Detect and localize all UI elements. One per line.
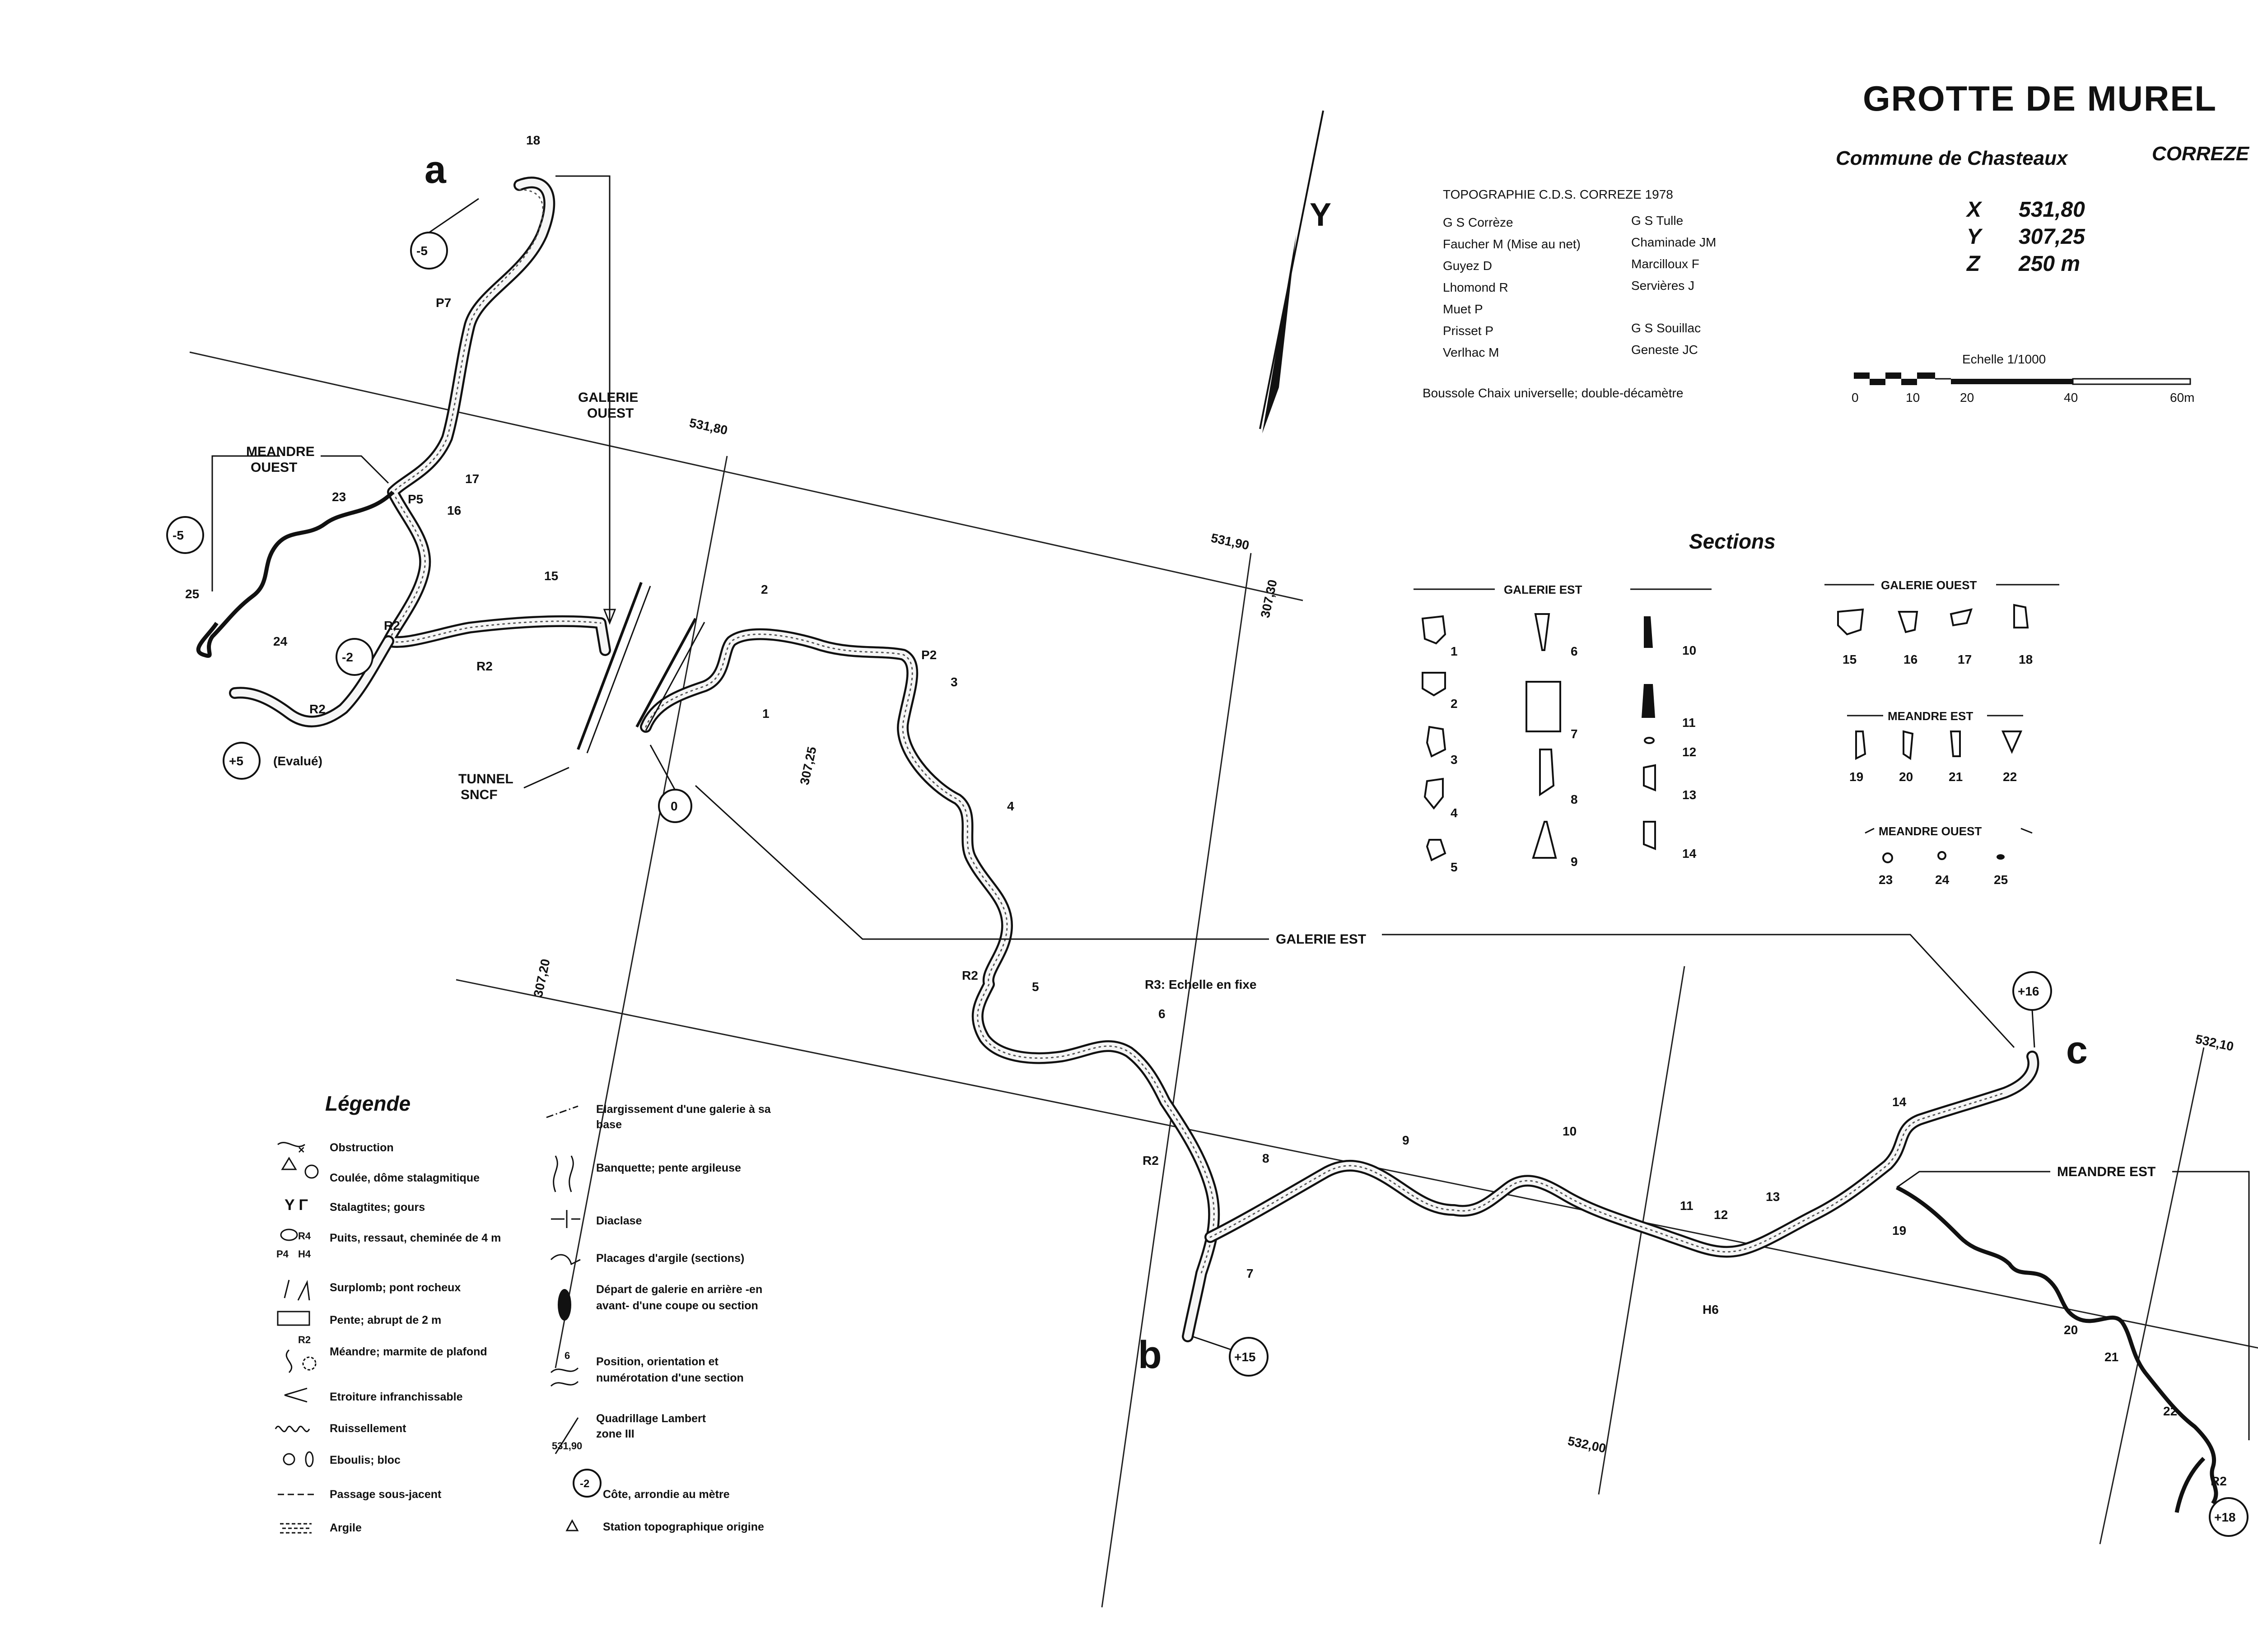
elevation-plus18: +18 (2214, 1510, 2236, 1524)
credit-left-4: Lhomond R (1443, 280, 1508, 294)
legend-r4-label: R4 (298, 1230, 311, 1242)
galerie-ouest-section-15: 15 (1843, 652, 1857, 666)
scale-label: Echelle 1/1000 (1962, 352, 2046, 366)
legend-quadrillage: Quadrillage Lambert zone III (596, 1412, 706, 1440)
scale-segment (1901, 379, 1917, 385)
scale-tick-20: 20 (1960, 391, 1974, 405)
meandre-ouest-pointer (321, 456, 388, 483)
legend-station: Station topographique origine (603, 1521, 764, 1533)
elevation-plus16: +16 (2018, 984, 2039, 998)
galerie-ouest-sections-title: GALERIE OUEST (1881, 578, 1977, 592)
meandre-est (1897, 1187, 2216, 1503)
meandre-est-section-20: 20 (1899, 770, 1913, 784)
meandre-est-pointer (1897, 1172, 2050, 1187)
scale-tick-40: 40 (2064, 391, 2078, 405)
legend-section-no-label: 6 (564, 1350, 570, 1361)
sections-panel (1414, 530, 2059, 887)
coord-x-axis: X (1967, 198, 1982, 222)
section-marker-25: 25 (185, 587, 200, 601)
etroiture-icon (285, 1388, 307, 1402)
station-icon (567, 1521, 578, 1531)
scale-segment (1870, 379, 1885, 385)
meandre-ouest-label-1: MEANDRE (246, 444, 315, 459)
scale-segment (2073, 379, 2190, 384)
section-marker-20: 20 (2064, 1323, 2078, 1337)
point-a-label: a (425, 148, 446, 191)
galerie-est-section-12: 12 (1682, 745, 1697, 759)
tunnel-label-2: SNCF (461, 787, 498, 802)
legend-puits-box (330, 1231, 501, 1262)
scale-tick-0: 0 (1852, 391, 1859, 405)
eboulis-icon (284, 1454, 294, 1465)
galerie-ouest-section-16: 16 (1903, 652, 1918, 666)
coord-z-axis: Z (1967, 252, 1980, 276)
section-marker-12: 12 (1714, 1208, 1728, 1222)
coulee-icon (282, 1158, 296, 1169)
pente-icon (278, 1312, 309, 1325)
scale-tick-60: 60m (2170, 391, 2195, 405)
meandre-icon (286, 1350, 292, 1373)
galerie-est-section-11: 11 (1682, 716, 1696, 730)
section-marker-18: 18 (526, 133, 541, 147)
grid-line (190, 352, 1303, 600)
legend-stalagtites: Stalagtites; gours (330, 1201, 425, 1214)
credit-right-6: G S Souillac (1631, 321, 1701, 335)
galerie-est-section-13: 13 (1682, 788, 1697, 802)
grid-line (2100, 1047, 2204, 1544)
section-marker-10: 10 (1563, 1124, 1577, 1138)
galerie-est-section-9: 9 (1571, 855, 1578, 869)
stalagtite-icon: Y Γ (285, 1196, 308, 1214)
north-arrow (1260, 111, 1331, 433)
credit-left-5: Muet P (1443, 302, 1483, 316)
galerie-est-pointer-west (695, 786, 1269, 939)
station-r2-west-3: R2 (309, 702, 326, 716)
meandre-ouest-section-24: 24 (1935, 873, 1950, 887)
station-r2-east: R2 (2211, 1474, 2227, 1488)
section-marker-1: 1 (762, 707, 770, 721)
legend-position-box (596, 1354, 786, 1390)
legend-banquette: Banquette; pente argileuse (596, 1162, 741, 1174)
survey-credits (1423, 187, 1716, 400)
station-h6: H6 (1703, 1303, 1719, 1317)
svg-text:×: × (298, 1144, 305, 1156)
elevation-markers (167, 199, 2248, 1536)
credit-left-1: G S Corrèze (1443, 215, 1513, 229)
grid-label-307-30: 307,30 (1258, 578, 1280, 619)
credit-right-2: Chaminade JM (1631, 235, 1717, 249)
credit-left-6: Prisset P (1443, 324, 1494, 338)
ruissellement-icon (275, 1426, 309, 1432)
puits-icon (281, 1229, 297, 1240)
scale-tick-10: 10 (1906, 391, 1920, 405)
galerie-est-label: GALERIE EST (1276, 932, 1367, 947)
section-marker-7: 7 (1246, 1266, 1254, 1280)
galerie-est-sections-title: GALERIE EST (1504, 583, 1582, 596)
legend-p4-label: P4 (276, 1248, 289, 1260)
section-marker-9: 9 (1402, 1133, 1409, 1147)
legend-h4-label: H4 (298, 1248, 311, 1260)
section-marker-5: 5 (1032, 980, 1039, 994)
galerie-est-section-10: 10 (1682, 643, 1697, 657)
credits-heading: TOPOGRAPHIE C.D.S. CORREZE 1978 (1443, 187, 1673, 201)
meandre-ouest (198, 492, 393, 656)
galerie-est-section-6: 6 (1571, 644, 1578, 658)
north-arrow-icon (1262, 235, 1296, 433)
scale-segment (1917, 372, 1935, 379)
elevation-zero: 0 (671, 799, 678, 813)
galerie-ouest-section-17: 17 (1958, 652, 1972, 666)
legend-placages: Placages d'argile (sections) (596, 1252, 745, 1265)
credit-left-3: Guyez D (1443, 259, 1492, 273)
section-marker-24: 24 (273, 634, 288, 648)
legend-meandre: Méandre; marmite de plafond (330, 1345, 487, 1358)
meandre-ouest-label-2: OUEST (251, 460, 298, 475)
scale-segment (1885, 372, 1901, 379)
map-labels (185, 133, 2249, 1488)
section-marker-14: 14 (1892, 1095, 1907, 1109)
scale-segment (1854, 372, 1870, 379)
grid-label-531-90: 531,90 (1209, 531, 1250, 553)
section-marker-8: 8 (1262, 1151, 1269, 1165)
galerie-est-section-7: 7 (1571, 727, 1578, 741)
galerie-est-section-2: 2 (1451, 697, 1458, 711)
credit-left-2: Faucher M (Mise au net) (1443, 237, 1581, 251)
section-marker-22: 22 (2163, 1404, 2178, 1418)
section-marker-23: 23 (332, 490, 346, 504)
surplomb-icon (285, 1280, 309, 1300)
grid-label-307-20: 307,20 (531, 958, 553, 999)
station-p5: P5 (408, 492, 424, 506)
grid-line (1102, 553, 1251, 1607)
legend-argile: Argile (330, 1522, 362, 1534)
tunnel-pointer (524, 768, 569, 788)
section-marker-6: 6 (1158, 1007, 1166, 1021)
coord-z-value: 250 m (2019, 252, 2081, 276)
credit-left-7: Verlhac M (1443, 345, 1499, 359)
section-marker-13: 13 (1766, 1190, 1780, 1204)
coordinates-block (1965, 198, 2085, 276)
elevation-minus5-b: -5 (173, 528, 184, 542)
meandre-est-section-21: 21 (1949, 770, 1963, 784)
elevation-minus2: -2 (342, 650, 353, 664)
section-marker-19: 19 (1892, 1224, 1907, 1238)
meandre-est-section-22: 22 (2003, 770, 2017, 784)
legend-puits: Puits, ressaut, cheminée de 4 m (330, 1232, 501, 1244)
elevation-plus15: +15 (1234, 1350, 1256, 1364)
meandre-est-pointer-2 (2172, 1172, 2249, 1440)
legend (275, 1092, 786, 1534)
section-marker-3: 3 (951, 675, 958, 689)
scale-bar (1852, 352, 2194, 405)
galerie-est-section-14: 14 (1682, 847, 1697, 861)
legend-cote-label: -2 (580, 1478, 590, 1490)
galerie-ouest-label-2: OUEST (587, 406, 634, 421)
legend-meandre-box (330, 1345, 501, 1376)
legend-depart-box (596, 1281, 768, 1336)
legend-ruissellement: Ruissellement (330, 1422, 406, 1435)
legend-elargissement: Elargissement d'une galerie à sa base (596, 1103, 771, 1131)
grid-label-532-10: 532,10 (2194, 1032, 2235, 1054)
legend-r2-label: R2 (298, 1334, 311, 1345)
scale-segment (1951, 379, 2073, 384)
legend-banquette-box (596, 1160, 759, 1196)
legend-surplomb: Surplomb; pont rocheux (330, 1281, 461, 1294)
section-marker-21: 21 (2104, 1350, 2119, 1364)
legend-cote: Côte, arrondie au mètre (603, 1488, 730, 1501)
legend-coulee: Coulée, dôme stalagmitique (330, 1172, 480, 1184)
point-c-label: c (2066, 1028, 2088, 1072)
sections-heading: Sections (1689, 530, 1776, 553)
bloc-icon (306, 1452, 313, 1466)
banquette-icon (554, 1156, 574, 1192)
station-p2: P2 (921, 648, 937, 662)
legend-quadrillage-box (596, 1411, 732, 1447)
r3-note: R3: Echelle en fixe (1145, 977, 1257, 991)
coord-y-axis: Y (1967, 225, 1982, 249)
diaclase-icon (551, 1210, 580, 1228)
meandre-ouest-section-23: 23 (1879, 873, 1893, 887)
credit-right-4: Servières J (1631, 279, 1695, 293)
galerie-est-section-5: 5 (1451, 860, 1458, 874)
meandre-ouest-sections-title: MEANDRE OUEST (1879, 824, 1982, 838)
galerie-est (646, 634, 1214, 1336)
section-marker-17: 17 (465, 472, 480, 486)
evalue-note: (Evalué) (273, 754, 322, 768)
galerie-ouest-section-18: 18 (2019, 652, 2033, 666)
depart-galerie-icon (558, 1289, 571, 1321)
galerie-est-section-3: 3 (1451, 753, 1458, 767)
station-r2-est: R2 (962, 968, 978, 982)
station-r2-west-2: R2 (476, 659, 493, 673)
argile-icon (280, 1524, 312, 1533)
meandre-ouest-pointer-2 (212, 456, 280, 591)
north-letter: Y (1310, 197, 1332, 233)
commune-label: Commune de Chasteaux (1836, 147, 2068, 169)
station-p7: P7 (436, 296, 452, 310)
credit-right-7: Geneste JC (1631, 343, 1698, 357)
compass-note: Boussole Chaix universelle; double-décamètre (1423, 386, 1684, 400)
legend-obstruction: Obstruction (330, 1141, 394, 1154)
galerie-est-pointer-east (1382, 935, 2014, 1047)
coord-x-value: 531,80 (2019, 198, 2085, 222)
legend-etroiture: Etroiture infranchissable (330, 1391, 463, 1403)
meandre-est-sections-title: MEANDRE EST (1888, 709, 1973, 723)
meandre-ouest-section-25: 25 (1994, 873, 2008, 887)
legend-position: Position, orientation et numérotation d'une section (596, 1355, 744, 1384)
legend-grid-value-label: 531,90 (552, 1440, 583, 1452)
dome-icon (305, 1165, 318, 1178)
section-marker-16: 16 (447, 503, 462, 517)
meandre-est-label: MEANDRE EST (2057, 1164, 2156, 1179)
grid-label-532-00: 532,00 (1566, 1433, 1607, 1456)
galerie-est-section-4: 4 (1451, 806, 1458, 820)
legend-eboulis: Eboulis; bloc (330, 1454, 401, 1466)
legend-depart: Départ de galerie en arrière -en avant- d'une coupe ou section (596, 1283, 763, 1312)
legend-heading: Légende (325, 1092, 411, 1115)
grid-line (555, 456, 727, 1368)
point-b-label: b (1138, 1333, 1162, 1377)
legend-symbols-left (275, 1143, 318, 1533)
grid-label-531-80: 531,80 (688, 415, 729, 437)
region-label: CORREZE (2152, 143, 2249, 165)
map-title: GROTTE DE MUREL (1863, 79, 2217, 118)
position-section-icon (551, 1368, 578, 1386)
credit-right-3: Marcilloux F (1631, 257, 1699, 271)
tunnel-label-1: TUNNEL (458, 772, 513, 786)
section-marker-4: 4 (1007, 799, 1014, 813)
section-marker-2: 2 (761, 582, 768, 596)
coord-y-value: 307,25 (2019, 225, 2085, 249)
legend-pente: Pente; abrupt de 2 m (330, 1314, 442, 1326)
elevation-minus5-a: -5 (416, 244, 428, 258)
galerie-ouest-label-1: GALERIE (578, 390, 639, 405)
legend-diaclase: Diaclase (596, 1215, 642, 1227)
grid-label-307-25: 307,25 (797, 745, 819, 786)
legend-elargissement-box (596, 1102, 786, 1138)
legend-passage: Passage sous-jacent (330, 1488, 442, 1501)
elevation-plus5: +5 (229, 754, 243, 768)
credit-right-1: G S Tulle (1631, 214, 1684, 228)
section-marker-11: 11 (1680, 1199, 1694, 1213)
marmite-icon (303, 1357, 316, 1370)
station-r2-west: R2 (384, 619, 400, 633)
station-r2-est-2: R2 (1143, 1154, 1159, 1168)
elargissement-icon (546, 1106, 578, 1117)
galerie-est-section-1: 1 (1451, 644, 1458, 658)
galerie-est-section-8: 8 (1571, 792, 1578, 806)
meandre-est-section-19: 19 (1849, 770, 1864, 784)
section-marker-15: 15 (544, 569, 559, 583)
